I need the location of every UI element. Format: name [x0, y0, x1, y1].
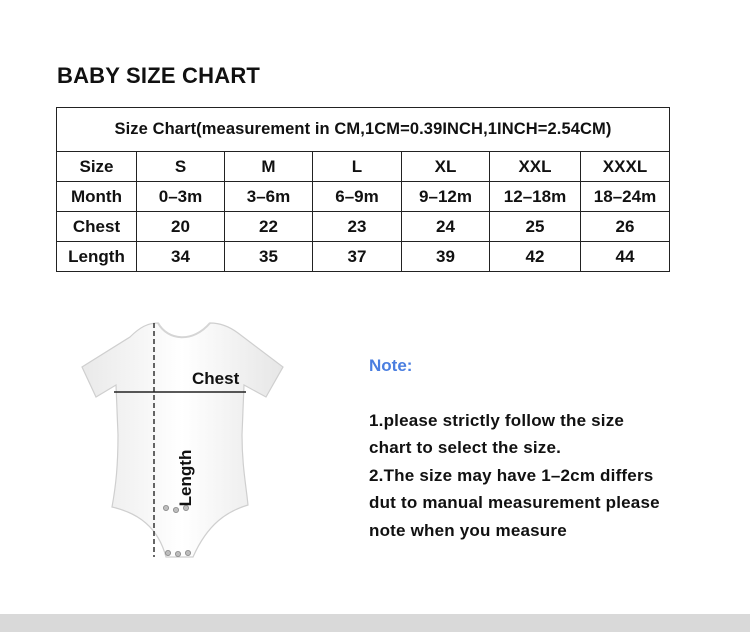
- table-row-month: [57, 182, 670, 212]
- note-line: 2.The size may have 1–2cm differs: [369, 466, 654, 485]
- table-cell: 6–9m: [313, 182, 402, 212]
- note-line: 1.please strictly follow the size: [369, 411, 625, 430]
- bodysuit-shape: [82, 323, 283, 557]
- table-cell: 20: [137, 212, 225, 242]
- table-cell: 44: [581, 242, 670, 272]
- table-cell: XL: [402, 152, 490, 182]
- row-label-length: Length: [57, 242, 137, 272]
- table-header-row: [57, 108, 670, 152]
- table-cell: 0–3m: [137, 182, 225, 212]
- table-cell: 12–18m: [490, 182, 581, 212]
- table-row-chest: [57, 212, 670, 242]
- size-chart-table: [56, 107, 670, 272]
- table-header: Size Chart(measurement in CM,1CM=0.39INCH,1INCH=2.54CM): [57, 108, 670, 152]
- table-cell: M: [225, 152, 313, 182]
- page-title: BABY SIZE CHART: [57, 63, 261, 88]
- row-label-chest: Chest: [57, 212, 137, 242]
- table-cell: 24: [402, 212, 490, 242]
- table-cell: 34: [137, 242, 225, 272]
- table-cell: 23: [313, 212, 402, 242]
- table-row-length: [57, 242, 670, 272]
- table-cell: 39: [402, 242, 490, 272]
- row-label-size: Size: [57, 152, 137, 182]
- table-cell: 22: [225, 212, 313, 242]
- note-line: dut to manual measurement please: [369, 493, 660, 512]
- table-cell: 37: [313, 242, 402, 272]
- table-cell: S: [137, 152, 225, 182]
- table-cell: 26: [581, 212, 670, 242]
- table-cell: XXL: [490, 152, 581, 182]
- table-cell: 3–6m: [225, 182, 313, 212]
- table-cell: 42: [490, 242, 581, 272]
- note-line: chart to select the size.: [369, 438, 562, 457]
- table-cell: 9–12m: [402, 182, 490, 212]
- table-cell: 18–24m: [581, 182, 670, 212]
- note-title: Note:: [369, 356, 413, 375]
- table-cell: 25: [490, 212, 581, 242]
- footer-bar: [0, 614, 750, 632]
- table-cell: L: [313, 152, 402, 182]
- note-line: note when you measure: [369, 521, 567, 540]
- table-cell: XXXL: [581, 152, 670, 182]
- row-label-month: Month: [57, 182, 137, 212]
- table-cell: 35: [225, 242, 313, 272]
- bodysuit-illustration: [78, 315, 298, 565]
- table-row-size: [57, 152, 670, 182]
- chest-label: Chest: [192, 369, 240, 388]
- length-label: Length: [176, 449, 195, 507]
